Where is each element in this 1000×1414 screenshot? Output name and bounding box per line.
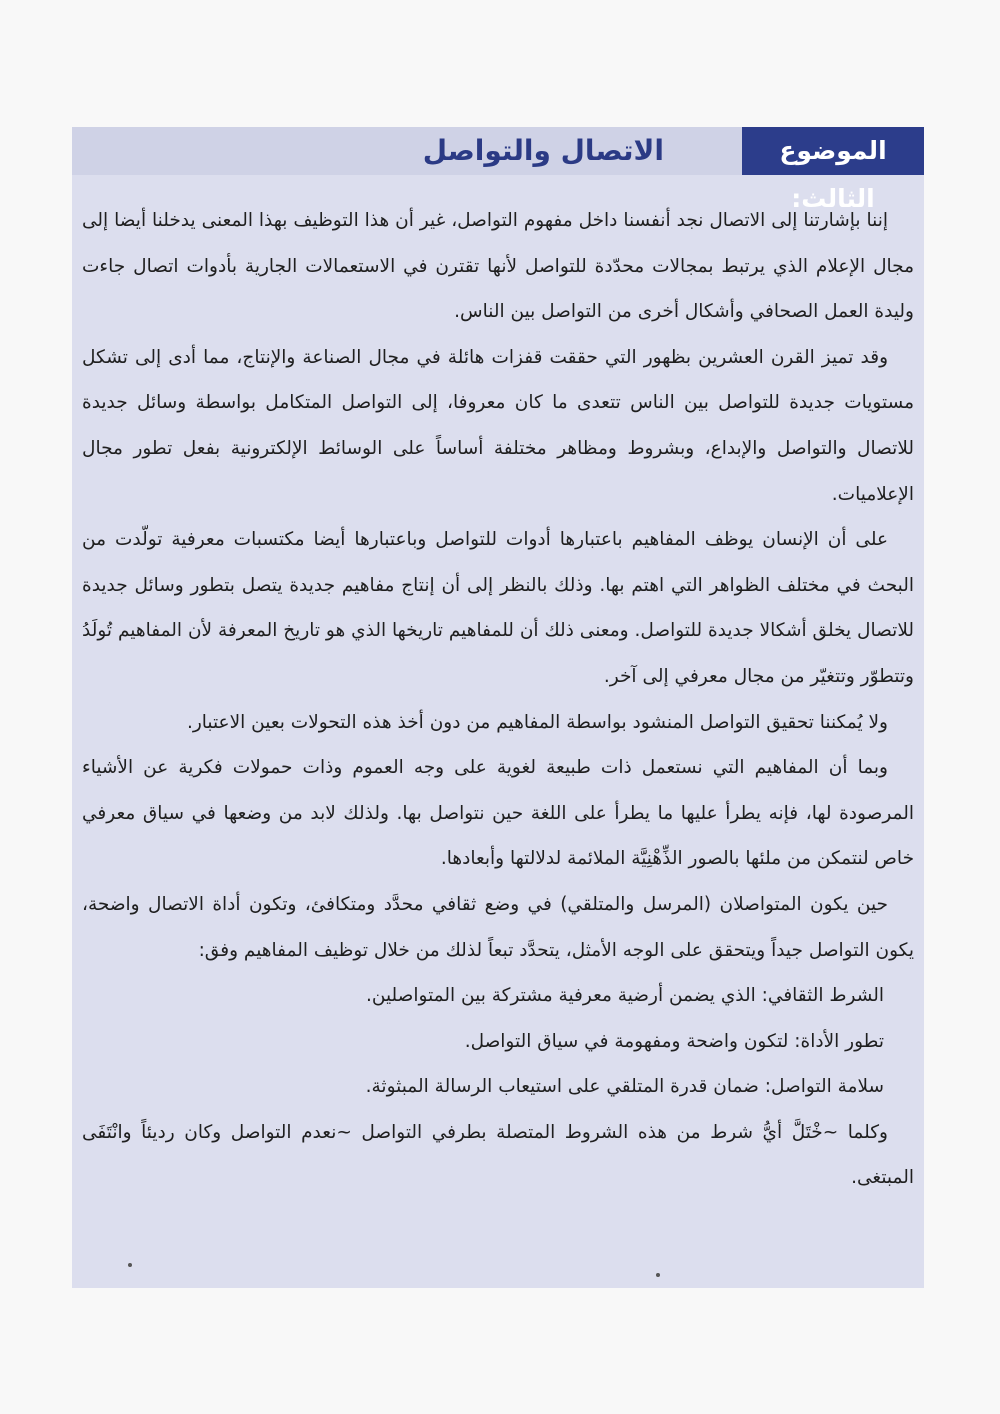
article-body <box>82 198 914 1201</box>
title-bar <box>72 127 924 213</box>
page-title: الاتصال والتواصل <box>422 134 664 167</box>
condition-integrity: سلامة التواصل: ضمان قدرة المتلقي على استيعاب الرسالة المبثوثة. <box>365 1076 884 1098</box>
closing-paragraph: وكلما ~خْتَلَّ أيُّ شرط من هذه الشروط المتصلة بطرفي التواصل ~نعدم التواصل وكان رديئاً وانْتَفَى المبتغى. <box>82 1121 914 1189</box>
topic-label: الموضوع الثالث: <box>742 127 924 175</box>
paragraph-3: على أن الإنسان يوظف المفاهيم باعتبارها أدوات للتواصل وباعتبارها أيضا مكتسبات معرفية تولّدت من البحث في مختلف الظواهر التي اهتم بها. وذلك بالنظر إلى أن إنتاج مفاهيم جديدة يتصل بتطور وسائل جديدة للاتصال يخلق أشكالا جديدة للتواصل. ومعنى ذلك أن للمفاهيم تاريخها الذي هو تاريخ المعرفة لأن المفاهيم تُولَدُ وتتطوّر وتتغيّر من مجال معرفي إلى آخر. <box>82 529 914 687</box>
paragraph-4: ولا يُمكننا تحقيق التواصل المنشود بواسطة المفاهيم من دون أخذ هذه التحولات بعين الاعتبار. <box>186 711 888 733</box>
paragraph-5: وبما أن المفاهيم التي نستعمل ذات طبيعة لغوية على وجه العموم وذات حمولات فكرية عن الأشياء المرصودة لها، فإنه يطرأ عليها ما يطرأ على اللغة حين نتواصل بها. ولذلك لابد من وضعها في سياق معرفي خاص لنتمكن من ملئها بالصور الذِّهْنِيَّة الملائمة لدلالتها وأبعادها. <box>82 757 914 870</box>
paragraph-1: إننا بإشارتنا إلى الاتصال نجد أنفسنا داخل مفهوم التواصل، غير أن هذا التوظيف بهذا المعنى يدخلنا أيضا إلى مجال الإعلام الذي يرتبط بمجالات محدّدة للتواصل لأنها تقترن في الاستعمالات الجارية بأدوات اتصال جاءت وليدة العمل الصحافي وأشكال أخرى من التواصل بين الناس. <box>82 210 914 323</box>
condition-cultural: الشرط الثقافي: الذي يضمن أرضية معرفية مشتركة بين المتواصلين. <box>366 985 884 1007</box>
condition-tool: تطور الأداة: لتكون واضحة ومفهومة في سياق التواصل. <box>464 1030 884 1052</box>
scan-speck <box>128 1263 132 1267</box>
scan-speck <box>656 1273 660 1277</box>
paragraph-2: وقد تميز القرن العشرين بظهور التي حققت قفزات هائلة في مجال الصناعة والإنتاج، مما أدى إلى تشكل مستويات جديدة للتواصل بين الناس تتعدى ما كان معروفا، إلى التواصل المتكامل بواسطة وسائل جديدة للاتصال والتواصل والإبداع، وبشروط ومظاهر مختلفة أساساً على الوسائط الإلكترونية بفعل تطور مجال الإعلاميات. <box>82 346 914 505</box>
paragraph-6: حين يكون المتواصلان (المرسل والمتلقي) في وضع ثقافي محدَّد ومتكافئ، وتكون أداة الاتصال واضحة، يكون التواصل جيداً ويتحقق على الوجه الأمثل، يتحدَّد تبعاً لذلك من خلال توظيف المفاهيم وفق: <box>82 893 914 961</box>
